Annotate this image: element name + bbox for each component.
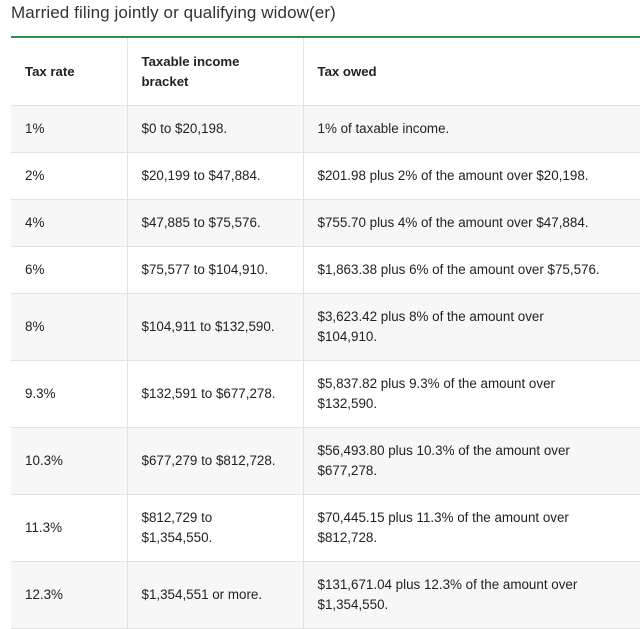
income-bracket-cell: $1,354,551 or more. [127, 562, 303, 629]
tax-rate-cell: 6% [11, 247, 127, 294]
table-row [11, 153, 640, 200]
tax-owed-cell: $56,493.80 plus 10.3% of the amount over $677,278. [303, 428, 640, 495]
tax-owed-cell: $70,445.15 plus 11.3% of the amount over $812,728. [303, 495, 640, 562]
table-row [11, 562, 640, 629]
table-row [11, 495, 640, 562]
table-row [11, 361, 640, 428]
income-bracket-cell: $812,729 to $1,354,550. [127, 495, 303, 562]
column-header-tax-rate: Tax rate [11, 37, 127, 106]
tax-owed-cell: 1% of taxable income. [303, 106, 640, 153]
income-bracket-cell: $677,279 to $812,728. [127, 428, 303, 495]
table-row [11, 247, 640, 294]
income-bracket-cell: $132,591 to $677,278. [127, 361, 303, 428]
tax-rate-cell: 12.3% [11, 562, 127, 629]
table-row [11, 106, 640, 153]
tax-bracket-table [11, 36, 640, 629]
tax-rate-cell: 8% [11, 294, 127, 361]
income-bracket-cell: $0 to $20,198. [127, 106, 303, 153]
tax-rate-cell: 9.3% [11, 361, 127, 428]
tax-rate-cell: 4% [11, 200, 127, 247]
tax-owed-cell: $201.98 plus 2% of the amount over $20,198. [303, 153, 640, 200]
table-row [11, 200, 640, 247]
tax-owed-cell: $5,837.82 plus 9.3% of the amount over $132,590. [303, 361, 640, 428]
income-bracket-cell: $47,885 to $75,576. [127, 200, 303, 247]
income-bracket-cell: $104,911 to $132,590. [127, 294, 303, 361]
column-header-tax-owed: Tax owed [303, 37, 640, 106]
tax-owed-cell: $1,863.38 plus 6% of the amount over $75,576. [303, 247, 640, 294]
table-caption: Married filing jointly or qualifying widow(er) [11, 3, 336, 22]
column-header-income-bracket: Taxable income bracket [127, 37, 303, 106]
income-bracket-cell: $75,577 to $104,910. [127, 247, 303, 294]
table-row [11, 428, 640, 495]
table-body [11, 106, 640, 629]
tax-owed-cell: $755.70 plus 4% of the amount over $47,884. [303, 200, 640, 247]
table-row [11, 294, 640, 361]
table-header [11, 37, 640, 106]
income-bracket-cell: $20,199 to $47,884. [127, 153, 303, 200]
tax-rate-cell: 10.3% [11, 428, 127, 495]
header-row [11, 37, 640, 106]
tax-owed-cell: $131,671.04 plus 12.3% of the amount over $1,354,550. [303, 562, 640, 629]
tax-rate-cell: 11.3% [11, 495, 127, 562]
tax-owed-cell: $3,623.42 plus 8% of the amount over $104,910. [303, 294, 640, 361]
tax-rate-cell: 1% [11, 106, 127, 153]
tax-rate-cell: 2% [11, 153, 127, 200]
